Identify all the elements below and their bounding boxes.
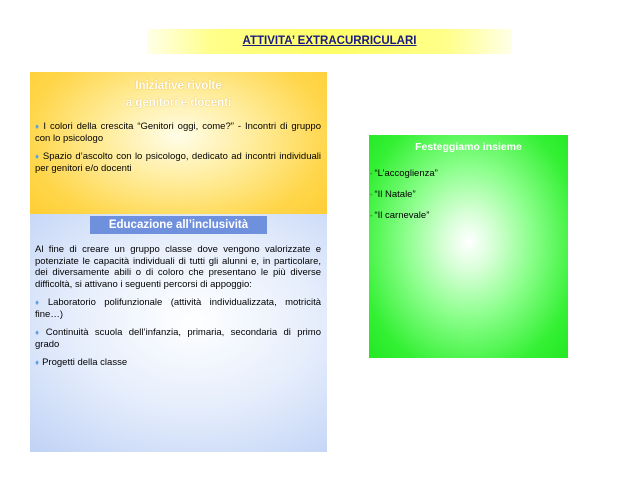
inclusivita-heading: Educazione all’inclusività [90,216,267,234]
genitori-box [30,72,327,214]
list-item [370,189,568,201]
diamond-bullet-icon: ♦ [35,298,45,307]
list-item-text: Laboratorio polifunzionale (attività individualizzata, motricità fine…) [35,297,321,320]
list-item-text: “L’accoglienza” [374,168,438,179]
list-item-text: “Il carnevale” [374,210,430,221]
genitori-heading-line2: a genitori e docenti [125,97,232,109]
diamond-bullet-icon: ♦ [35,152,40,161]
list-item [35,357,321,369]
dot-bullet-icon: • [370,192,373,199]
inclusivita-box [30,214,327,452]
list-item [35,151,321,174]
inclusivita-intro: Al fine di creare un gruppo classe dove vengono valorizzate e potenziate le capacità individuali di tutti gli alunni e, in particolare, dei diversamente abili o di coloro che presentano le più diverse difficoltà, si attivano i seguenti percorsi di appoggio: [35,244,321,290]
genitori-heading [30,78,327,112]
list-item [370,168,568,180]
list-item [35,327,321,350]
genitori-heading-line1: Iniziative rivolte [135,80,222,92]
list-item-text: Spazio d’ascolto con lo psicologo, dedicato ad incontri individuali per genitori e/o docenti [35,151,321,174]
list-item [35,297,321,320]
list-item [370,210,568,222]
festeggiamo-heading: Festeggiamo insieme [415,141,522,153]
page-title: ATTIVITA’ EXTRACURRICULARI [147,29,512,54]
diamond-bullet-icon: ♦ [35,358,40,367]
diamond-bullet-icon: ♦ [35,122,41,131]
diamond-bullet-icon: ♦ [35,328,43,337]
festeggiamo-box [369,135,568,358]
list-item-text: “Il Natale” [374,189,416,200]
list-item-text: Progetti della classe [42,357,128,368]
dot-bullet-icon: • [370,213,373,220]
dot-bullet-icon: • [370,171,373,178]
list-item-text: I colori della crescita “Genitori oggi, come?” - Incontri di gruppo con lo psicologo [35,121,321,144]
list-item [35,121,321,144]
list-item-text: Continuità scuola dell’infanzia, primaria, secondaria di primo grado [35,327,321,350]
